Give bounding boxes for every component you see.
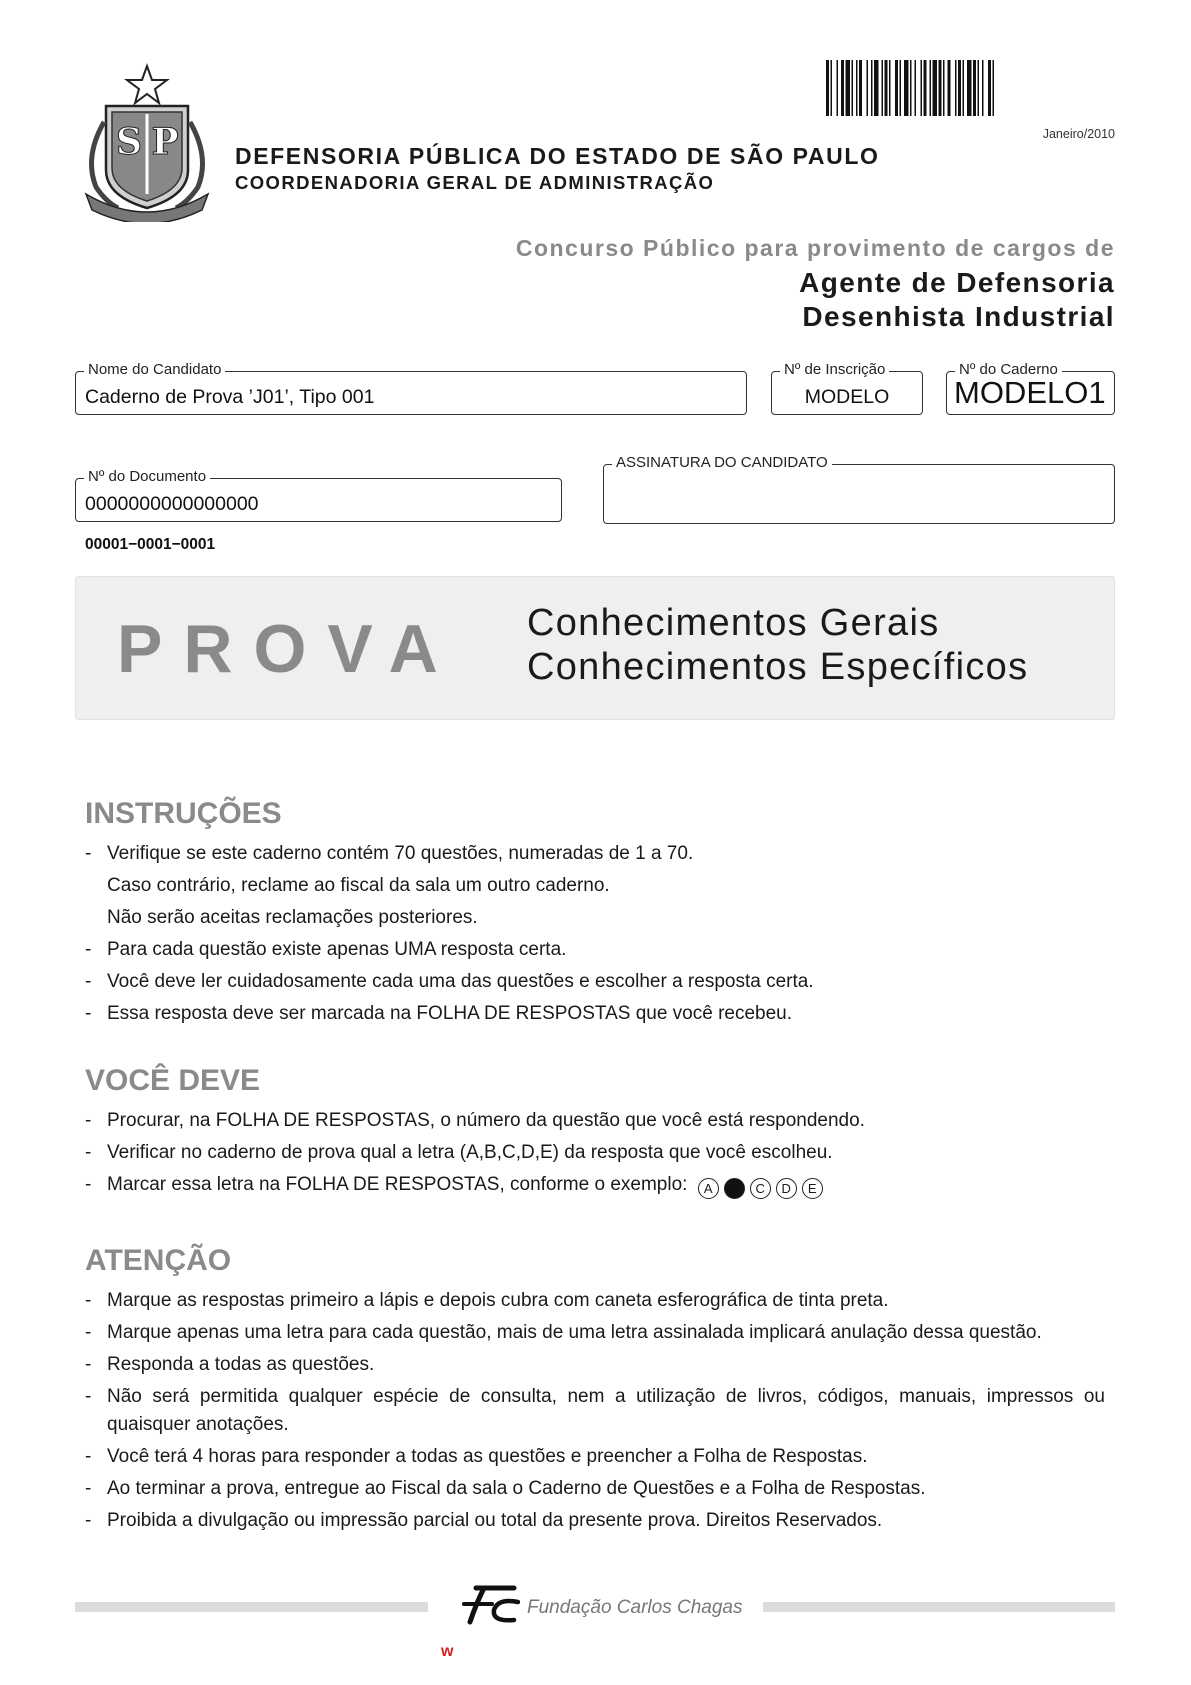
page-mark: w: [441, 1643, 454, 1660]
barcode-icon: [826, 60, 1116, 116]
svg-text:S: S: [116, 121, 142, 163]
list-item: [85, 1169, 1105, 1201]
document-number-value: 0000000000000000: [85, 493, 259, 515]
cargo-line-2: Desenhista Industrial: [802, 301, 1115, 332]
list-item: Não serão aceitas reclamações posteriores.: [107, 907, 478, 928]
candidate-name-value: Caderno de Prova ’J01’, Tipo 001: [85, 386, 375, 408]
list-item: - Proibida a divulgação ou impressão parcial ou total da presente prova. Direitos Reservados.: [85, 1505, 1105, 1537]
answer-bubble-d: D: [776, 1178, 797, 1199]
footer-divider-right: [763, 1602, 1115, 1612]
subject-general: Conhecimentos Gerais: [527, 602, 940, 644]
list-item: - Verificar no caderno de prova qual a letra (A,B,C,D,E) da resposta que você escolheu.: [85, 1137, 1105, 1169]
list-item: - Para cada questão existe apenas UMA resposta certa.: [85, 934, 1105, 966]
answer-bubble-c: C: [750, 1178, 771, 1199]
sao-paulo-coat-of-arms-icon: [78, 62, 216, 222]
answer-bubble-a: A: [698, 1178, 719, 1199]
booklet-number-value: MODELO1: [954, 375, 1106, 410]
answer-bubble-e: E: [802, 1178, 823, 1199]
list-item: - Procurar, na FOLHA DE RESPOSTAS, o número da questão que você está respondendo.: [85, 1105, 1105, 1137]
you-must-list: [85, 1105, 1105, 1201]
booklet-number-label: Nº do Caderno: [955, 361, 1062, 378]
foundation-name: Fundação Carlos Chagas: [527, 1597, 743, 1618]
answer-bubble-b-filled: B: [724, 1178, 745, 1199]
organization-subtitle: COORDENADORIA GERAL DE ADMINISTRAÇÃO: [235, 172, 715, 193]
footer-divider-left: [75, 1602, 428, 1612]
organization-title: DEFENSORIA PÚBLICA DO ESTADO DE SÃO PAULO: [235, 143, 880, 169]
registration-number-label: Nº de Inscrição: [780, 361, 889, 378]
sequence-code: 00001−0001−0001: [85, 536, 216, 553]
booklet-number-field[interactable]: [946, 361, 1115, 415]
document-number-label: Nº do Documento: [84, 468, 210, 485]
instructions-list: [85, 838, 1105, 1030]
registration-number-field[interactable]: [771, 361, 923, 415]
concurso-heading: Concurso Público para provimento de cargos de: [515, 235, 1115, 261]
list-item: - Você deve ler cuidadosamente cada uma das questões e escolher a resposta certa.: [85, 966, 1105, 998]
registration-number-value: MODELO: [804, 386, 890, 408]
instructions-title: INSTRUÇÕES: [85, 797, 282, 830]
attention-list: [85, 1285, 1105, 1537]
candidate-signature-label: ASSINATURA DO CANDIDATO: [612, 454, 832, 471]
document-number-field[interactable]: [75, 468, 562, 522]
fcc-logo-icon: [462, 1582, 520, 1626]
list-item: - Não será permitida qualquer espécie de consulta, nem a utilização de livros, códigos, manuais, impressos ou quaisquer anotações.: [85, 1381, 1105, 1441]
candidate-signature-field[interactable]: [603, 454, 1115, 524]
list-item: - Responda a todas as questões.: [85, 1349, 1105, 1381]
candidate-name-field[interactable]: [75, 361, 747, 415]
svg-text:P: P: [151, 121, 179, 163]
list-item: - Marque as respostas primeiro a lápis e depois cubra com caneta esferográfica de tinta preta.: [85, 1285, 1105, 1317]
attention-title: ATENÇÃO: [85, 1244, 232, 1277]
subject-specific: Conhecimentos Específicos: [527, 646, 1029, 688]
list-item-text: Marcar essa letra na FOLHA DE RESPOSTAS, conforme o exemplo:: [107, 1174, 688, 1195]
candidate-name-label: Nome do Candidato: [84, 361, 225, 378]
prova-word: PROVA: [117, 611, 459, 687]
list-item: - Você terá 4 horas para responder a todas as questões e preencher a Folha de Respostas.: [85, 1441, 1105, 1473]
cargo-line-1: Agente de Defensoria: [799, 267, 1115, 298]
list-item: Caso contrário, reclame ao fiscal da sala um outro caderno.: [107, 875, 610, 896]
list-item: - Marque apenas uma letra para cada questão, mais de uma letra assinalada implicará anulação dessa questão.: [85, 1317, 1105, 1349]
exam-date: Janeiro/2010: [1042, 127, 1115, 141]
list-item: - Verifique se este caderno contém 70 questões, numeradas de 1 a 70.: [85, 838, 1105, 870]
list-item: - Essa resposta deve ser marcada na FOLHA DE RESPOSTAS que você recebeu.: [85, 998, 1105, 1030]
list-item: - Ao terminar a prova, entregue ao Fiscal da sala o Caderno de Questões e a Folha de Respostas.: [85, 1473, 1105, 1505]
you-must-title: VOCÊ DEVE: [85, 1064, 261, 1097]
